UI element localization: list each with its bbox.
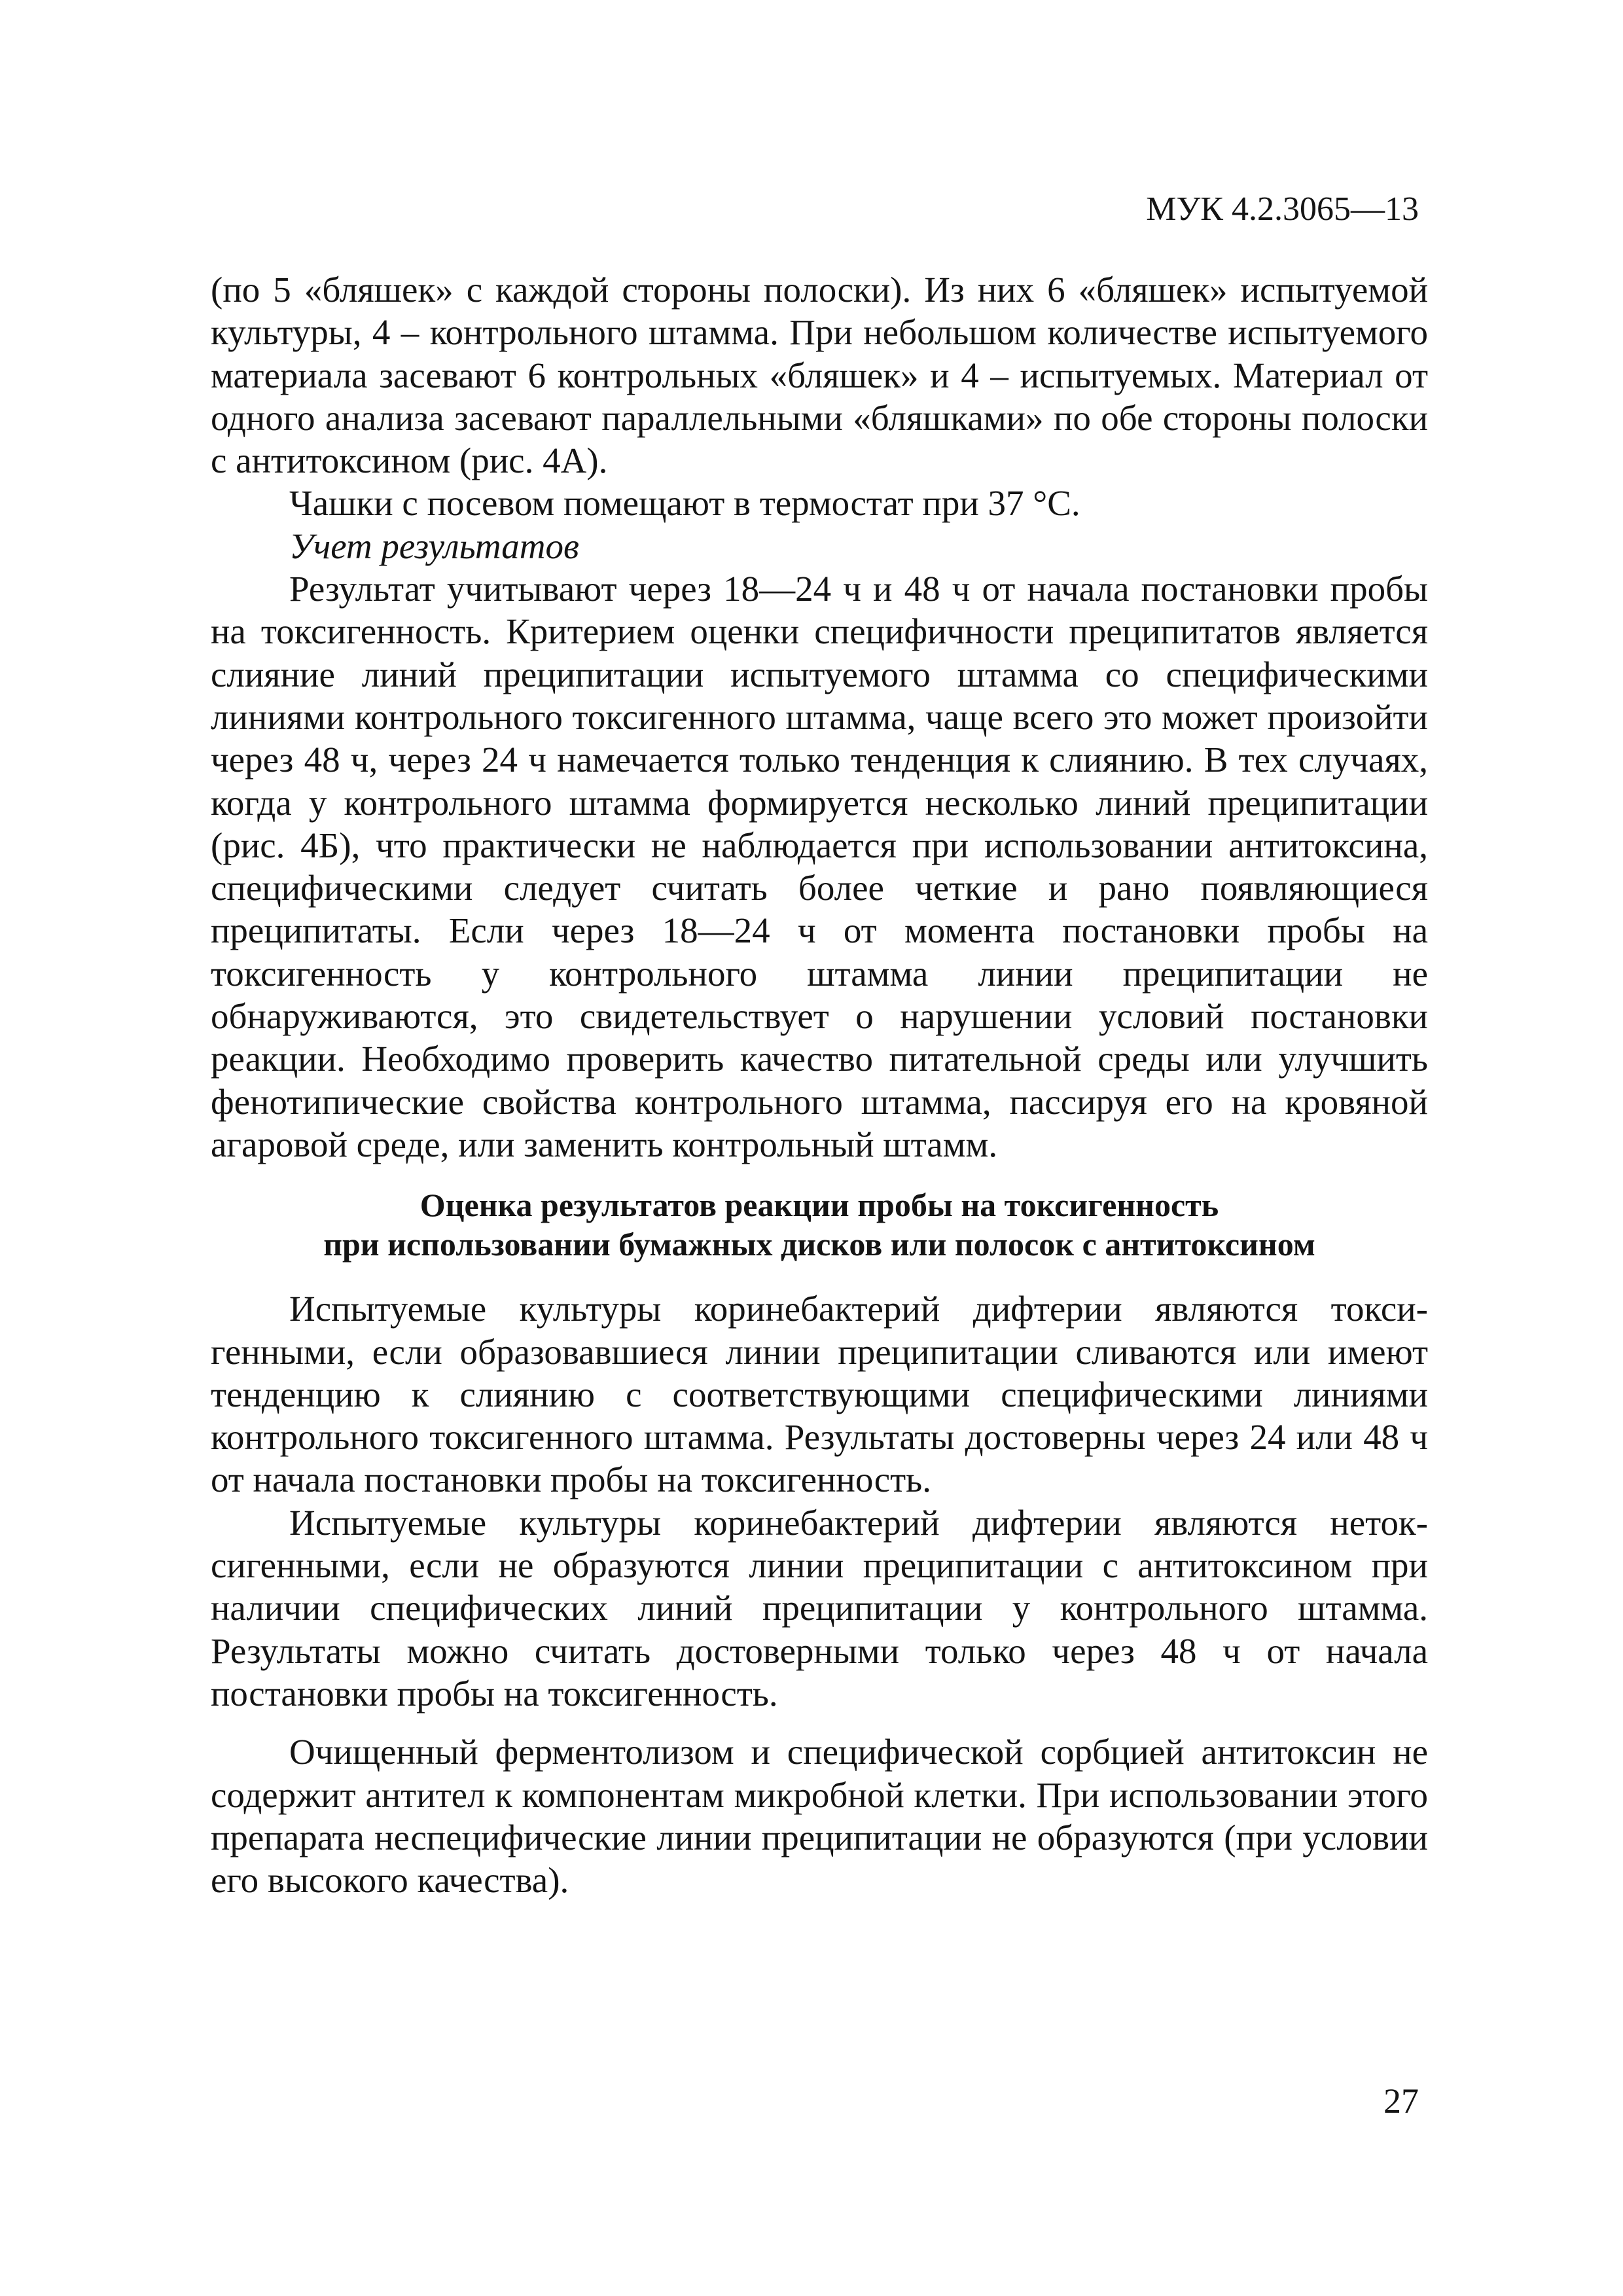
section-title xyxy=(211,1185,1428,1264)
paragraph-results: Результат учитывают через 18—24 ч и 48 ч от начала постановки пробы на токсигенность. Критерием оценки специфичности преципитатов является слияние линий преципитации испытуемого штамма со специфическими линиями контрольного токсигенного штамма, чаще всего это может произойти через 48 ч, через 24 ч намечается только тенденция к слиянию. В тех случаях, когда у контрольного штамма формируется несколько линий преципитации (рис. 4Б), что практически не наблюдается при использовании антитоксина, специфическими следует считать более четкие и рано появляющиеся преципитаты. Если через 18—24 ч от момента постановки пробы на токсигенность у контрольного штамма линии преципитации не обнаруживаются, это свидетельствует о нарушении условий постановки реакции. Необходимо проверить качество питательной среды или улучшить фенотипические свойства контрольного штамма, пассируя его на кровяной агаровой среде, или заменить контрольный штамм. xyxy=(211,569,1428,1164)
paragraph-continuation: (по 5 «бляшек» с каждой стороны полоски). Из них 6 «бляшек» испытуемой культуры, 4 – контрольного штамма. При небольшом количестве испытуемого материала засевают 6 контрольных «бляшек» и 4 – испытуемых. Материал от одного анализа засевают параллельными «бляшками» по обе стороны полоски с антитоксином (рис. 4А). xyxy=(211,270,1428,481)
page-number: 27 xyxy=(1383,2081,1419,2121)
paragraph-toxigenic: Испытуемые культуры коринебактерий дифтерии являются токсигенными, если образовавшиеся линии преципитации сливаются или имеют тенденцию к слиянию с соответствующими специфическими линиями контрольного токсигенного штамма. Результаты достоверны через 24 или 48 ч от начала постановки пробы на токсигенность. xyxy=(211,1289,1428,1500)
paragraph-antitoxin: Очищенный ферментолизом и специфической сорбцией антитоксин не содержит антител к компонентам микробной клетки. При использовании этого препарата неспецифические линии преципитации не образуются (при условии его высокого качества). xyxy=(211,1732,1428,1901)
paragraph-gap xyxy=(211,1715,1428,1731)
subheading-results: Учет результатов xyxy=(289,526,579,566)
section-title-line-2: при использовании бумажных дисков или полосок с антитоксином xyxy=(323,1226,1315,1263)
page-body xyxy=(211,268,1428,1901)
section-title-line-1: Оценка результатов реакции пробы на токсигенность xyxy=(419,1187,1219,1224)
paragraph-incubation: Чашки с посевом помещают в термостат при 37 °С. xyxy=(289,483,1080,524)
document-code: МУК 4.2.3065—13 xyxy=(1146,190,1419,228)
paragraph-non-toxigenic: Испытуемые культуры коринебактерий дифтерии являются нетоксигенными, если не образуются линии преципитации с антитоксином при наличии специфических линий преципитации у контрольного штамма. Результаты можно считать достоверными только через 48 ч от начала постановки пробы на токсигенность. xyxy=(211,1502,1428,1713)
